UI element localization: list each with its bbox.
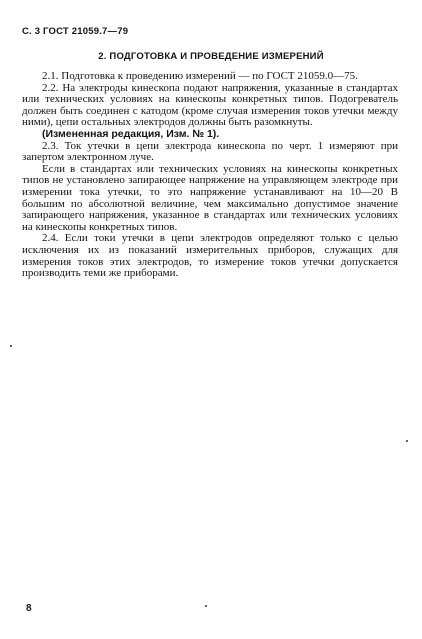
page-header: С. 3 ГОСТ 21059.7—79 (22, 26, 129, 37)
scan-speck (10, 345, 12, 347)
scan-speck (406, 440, 408, 442)
page-number: 8 (26, 603, 32, 614)
paragraph-2-3-continued: Если в стандартах или технических условиях на кинескопы конкретных типов не установлено запирающее напряжение на управляющем электроде при измерении тока утечки, то это напряжение устанавливают на 10—20 В большим по абсолютной величине, чем максимально допустимое значение запирающего напряжения, указанное в стандартах или технических условиях на кинескопы конкретных типов. (22, 162, 398, 233)
section-title: 2. ПОДГОТОВКА И ПРОВЕДЕНИЕ ИЗМЕРЕНИЙ (98, 51, 324, 62)
paragraph-2-2: 2.2. На электроды кинескопа подают напряжения, указанные в стандартах или технических условиях на кинескопы конкретных типов. Подогреватель должен быть соединен с катодом (кроме случая измерения токов утечки между ними), цепи остальных электродов должны быть разомкнуты. (22, 81, 398, 129)
scan-speck (205, 605, 207, 607)
paragraph-2-1: 2.1. Подготовка к проведению измерений — по ГОСТ 21059.0—75. (42, 70, 358, 82)
body-text (22, 71, 398, 280)
paragraph-2-3: 2.3. Ток утечки в цепи электрода кинескопа по черт. 1 измеряют при запертом электронном луче. (22, 139, 398, 164)
paragraph-2-4: 2.4. Если токи утечки в цепи электродов определяют только с целью исключения их из показаний измерительных приборов, служащих для измерения токов этих электродов, то измерение токов утечки допускается производить теми же приборами. (22, 232, 398, 280)
amendment-note: (Измененная редакция, Изм. № 1). (42, 127, 220, 140)
